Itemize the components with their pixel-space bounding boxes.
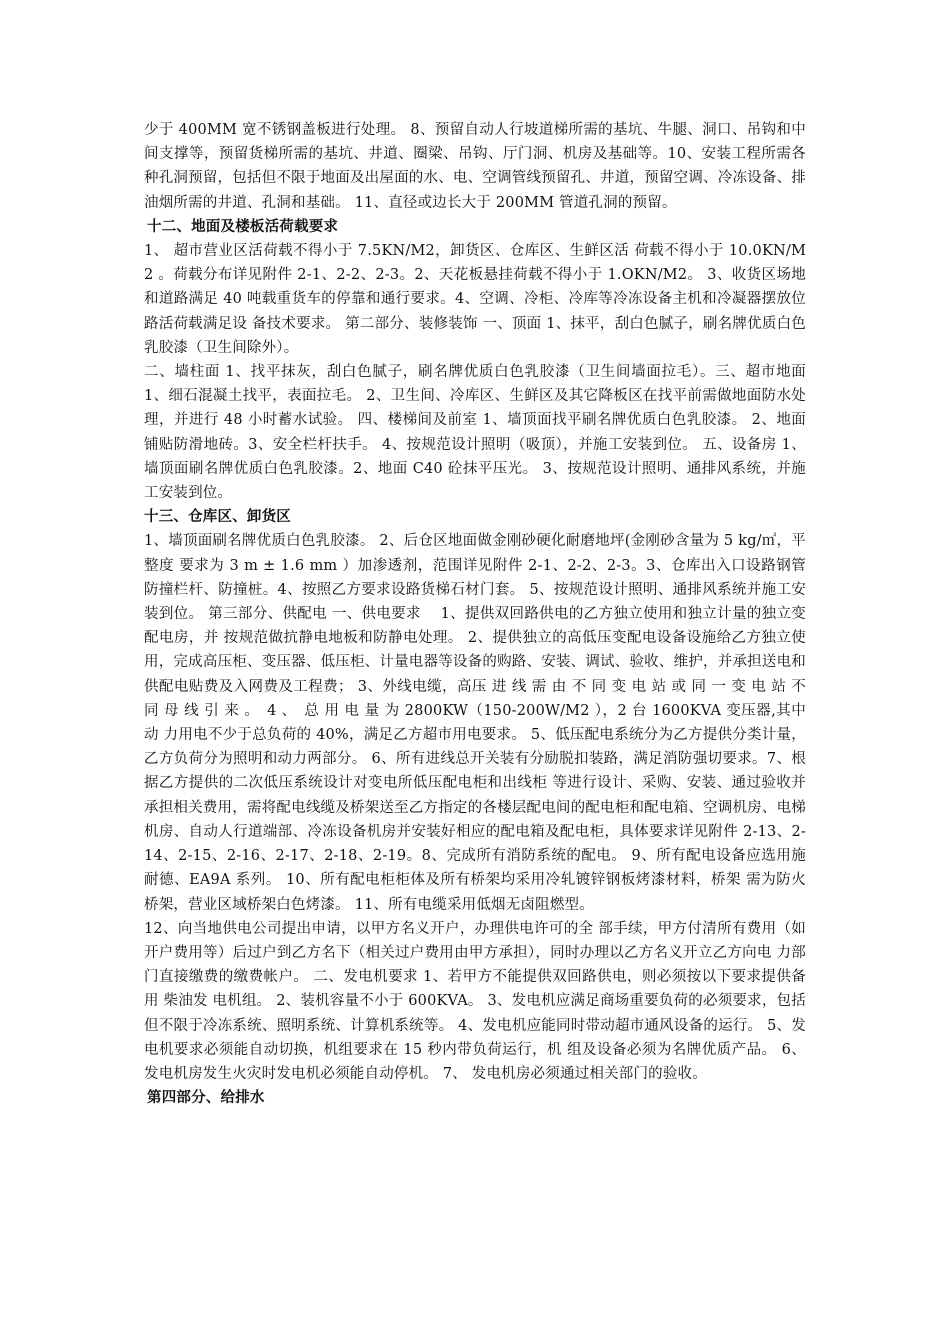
paragraph-floor-loads-and-decoration: 1、 超市营业区活荷载不得小于 7.5KN/M2，卸货区、仓库区、生鲜区活 荷载不得小于 10.0KN/M2 。荷载分布详见附件 2-1、2-2、2-3。2、天花板悬挂荷载不得小于 1.OKN/M2。 3、收货区场地和道路满足 40 吨载重货车的停靠和通行要求。4、空调、冷柜、冷库等冷冻设备主机和冷凝器摆放位路活荷载满足设 备技术要求。 第二部分、装修装饰 一、顶面 1、抹平，刮白色腻子，刷名牌优质白色乳胶漆（卫生间除外）。 xyxy=(144,243,806,356)
heading-water-supply-drainage: 第四部分、给排水 xyxy=(147,1089,265,1107)
heading-warehouse-unloading: 十三、仓库区、卸货区 xyxy=(144,508,291,526)
paragraph-reserved-openings: 少于 400MM 宽不锈钢盖板进行处理。 8、预留自动人行坡道梯所需的基坑、牛腿、洞口、吊钩和中间支撑等，预留货梯所需的基坑、井道、圈梁、吊钩、厅门洞、机房及基础等。10、安装工程所需各种孔洞预留，包括但不限于地面及出屋面的水、电、空调管线预留孔、井道，预留空调、冷冻设备、排油烟所需的井道、孔洞和基础。 11、直径或边长大于 200MM 管道孔洞的预留。 xyxy=(144,122,806,211)
heading-floor-load-requirements: 十二、地面及楼板活荷载要求 xyxy=(147,217,339,235)
document-page xyxy=(144,118,806,1110)
paragraph-walls-floors-stairs: 二、墙柱面 1、找平抹灰，刮白色腻子，刷名牌优质白色乳胶漆（卫生间墙面拉毛）。三、超市地面 1、细石混凝土找平，表面拉毛。 2、卫生间、冷库区、生鲜区及其它降板区在找平前需做地面防水处理，并进行 48 小时蓄水试验。 四、楼梯间及前室 1、墙顶面找平刷名牌优质白色乳胶漆。 2、地面铺贴防滑地砖。3、安全栏杆扶手。 4、按规范设计照明（吸顶），并施工安装到位。 五、设备房 1、墙顶面刷名牌优质白色乳胶漆。2、地面 C40 砼抹平压光。 3、按规范设计照明、通排风系统，并施工安装到位。 xyxy=(144,364,806,502)
paragraph-warehouse-and-power-supply: 1、墙顶面刷名牌优质白色乳胶漆。 2、后仓区地面做金刚砂硬化耐磨地坪(金刚砂含量为 5 kg/㎡，平整度 要求为 3 m ± 1.6 mm ）加渗透剂，范围详见附件 2-1、2-2、2-3。3、仓库出入口设路钢管防撞栏杆、防撞桩。4、按照乙方要求设路货梯石材门套。 5、按规范设计照明、通排风系统并施工安装到位。 第三部分、供配电 一、供电要求 1、提供双回路供电的乙方独立使用和独立计量的独立变配电房，并 按规范做抗静电地板和防静电处理。 2、提供独立的高低压变配电设备设施给乙方独立使用，完成高压柜、变压器、低压柜、计量电器等设备的购路、安装、调试、验收、维护，并承担送电和供配电贴费及入网费及工程费； 3、外线电缆，高压 进 线 需 由 不 同 变 电 站 或 同 一 变 电 站 不 同 母 线 引 来 。 4 、 总 用 电 量 为 2800KW（150-200W/M2 ），2 台 1600KVA 变压器,其中动 力用电不少于总负荷的 40%，满足乙方超市用电要求。 5、低压配电系统分为乙方提供分类计量，乙方负荷分为照明和动力两部分。 6、所有进线总开关装有分励脱扣装路，满足消防强切要求。7、根据乙方提供的二次低压系统设计对变电所低压配电柜和出线柜 等进行设计、采购、安装、通过验收并承担相关费用，需将配电线缆及桥架送至乙方指定的各楼层配电间的配电柜和配电箱、空调机房、电梯机房、自动人行道端部、冷冻设备机房并安装好相应的配电箱及配电柜，具体要求详见附件 2-13、2-14、2-15、2-16、2-17、2-18、2-19。8、完成所有消防系统的配电。 9、所有配电设备应选用施耐德、EA9A 系列。 10、所有配电柜柜体及所有桥架均采用冷轧镀锌钢板烤漆材料，桥架 需为防火桥架，营业区域桥架白色烤漆。 11、所有电缆采用低烟无卤阻燃型。 xyxy=(144,533,806,913)
paragraph-power-application-generator: 12、向当地供电公司提出申请，以甲方名义开户，办理供电许可的全 部手续，甲方付清所有费用（如开户费用等）后过户到乙方名下（相关过户费用由甲方承担），同时办理以乙方名义开立乙方向电 力部门直接缴费的缴费帐户。 二、发电机要求 1、若甲方不能提供双回路供电，则必须按以下要求提供备用 柴油发 电机组。 2、装机容量不小于 600KVA。 3、发电机应满足商场重要负荷的必须要求，包括但不限于冷冻系统、照明系统、计算机系统等。 4、发电机应能同时带动超市通风设备的运行。 5、发电机要求必须能自动切换，机组要求在 15 秒内带负荷运行，机 组及设备必须为名牌优质产品。 6、发电机房发生火灾时发电机必须能自动停机。 7、 发电机房必须通过相关部门的验收。 xyxy=(144,920,806,1082)
